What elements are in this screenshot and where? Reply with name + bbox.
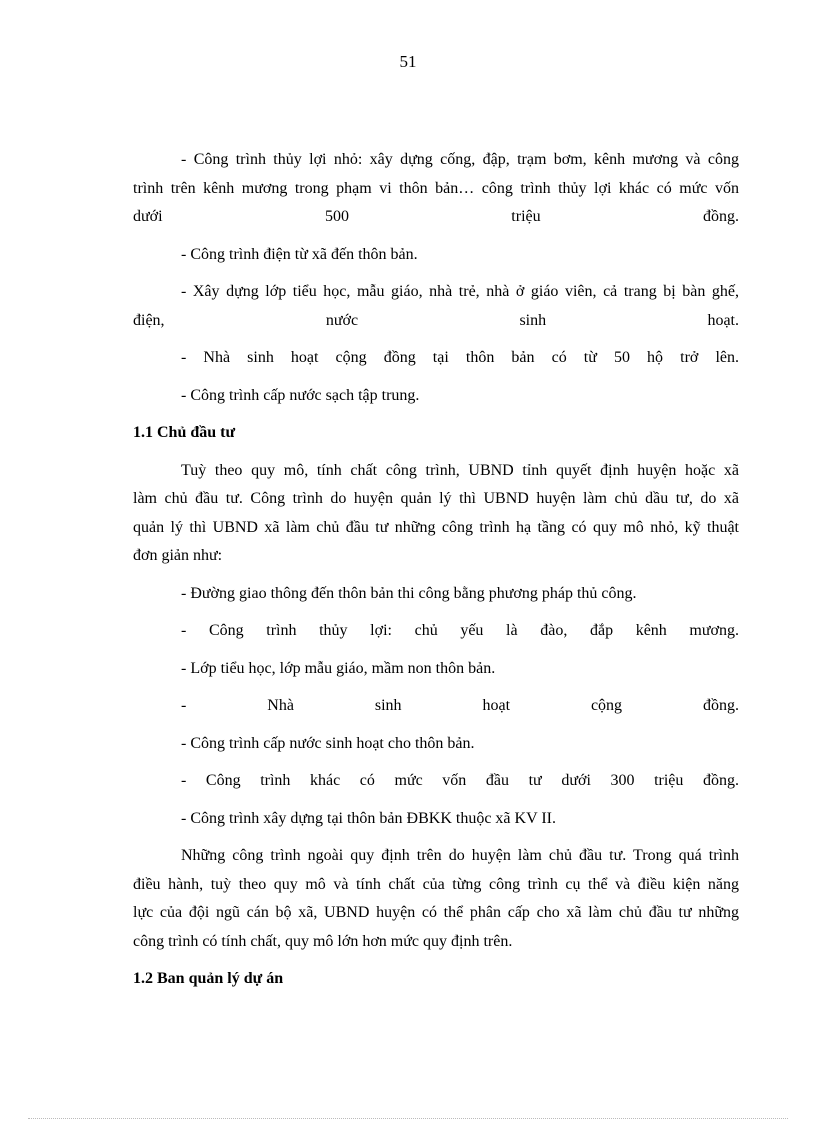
- text-line: Những công trình ngoài quy định trên do huyện làm chủ đầu tư. Trong quá trình: [181, 847, 739, 864]
- page-bottom-divider: [28, 1118, 788, 1119]
- text-line: dưới 500 triệu đồng.: [133, 208, 739, 225]
- text-line: điện, nước sinh hoạt.: [133, 311, 739, 329]
- text-line: - Đường giao thông đến thôn bản thi công bằng phương pháp thủ công.: [181, 584, 637, 602]
- text-line: lực của đội ngũ cán bộ xã, UBND huyện có thể phân cấp cho xã làm chủ đầu tư những: [133, 904, 739, 921]
- page-number: 51: [399, 52, 417, 71]
- text-line: - Công trình thủy lợi nhỏ: xây dựng cống, đập, trạm bơm, kênh mương và công: [181, 151, 739, 168]
- document-body: [133, 146, 739, 994]
- text-line: - Xây dựng lớp tiểu học, mẫu giáo, nhà trẻ, nhà ở giáo viên, cả trang bị bàn ghế,: [181, 283, 739, 300]
- text-line: làm chủ đầu tư. Công trình do huyện quản lý thì UBND huyện làm chủ dầu tư, do xã: [133, 490, 739, 507]
- text-line: công trình có tính chất, quy mô lớn hơn mức quy định trên.: [133, 932, 513, 950]
- text-line: - Lớp tiểu học, lớp mẫu giáo, mầm non thôn bản.: [181, 659, 496, 677]
- text-line: - Công trình điện từ xã đến thôn bản.: [181, 245, 418, 263]
- text-line: quản lý thì UBND xã làm chủ đầu tư những công trình hạ tầng có quy mô nhỏ, kỹ thuật: [133, 518, 739, 536]
- text-line: - Công trình khác có mức vốn đầu tư dưới 300 triệu đồng.: [181, 772, 739, 789]
- text-line: Tuỳ theo quy mô, tính chất công trình, UBND tỉnh quyết định huyện hoặc xã: [181, 461, 739, 479]
- text-line: đơn giản như:: [133, 547, 223, 564]
- text-line: - Công trình cấp nước sinh hoạt cho thôn bản.: [181, 734, 475, 752]
- text-line: - Công trình thủy lợi: chủ yếu là đào, đắp kênh mương.: [181, 622, 739, 639]
- text-line: điều hành, tuỳ theo quy mô và tính chất của từng công trình cụ thể và điều kiện năng: [133, 875, 739, 893]
- text-line: trình trên kênh mương trong phạm vi thôn bản… công trình thủy lợi khác có mức vốn: [133, 179, 739, 197]
- section-heading: 1.2 Ban quản lý dự án: [133, 970, 284, 987]
- text-line: - Nhà sinh hoạt cộng đồng tại thôn bản có từ 50 hộ trở lên.: [181, 349, 739, 366]
- text-line: - Công trình xây dựng tại thôn bản ĐBKK thuộc xã KV II.: [181, 809, 556, 827]
- section-heading: 1.1 Chủ đầu tư: [133, 424, 236, 441]
- text-line: - Công trình cấp nước sạch tập trung.: [181, 386, 420, 404]
- text-line: - Nhà sinh hoạt cộng đồng.: [181, 697, 739, 714]
